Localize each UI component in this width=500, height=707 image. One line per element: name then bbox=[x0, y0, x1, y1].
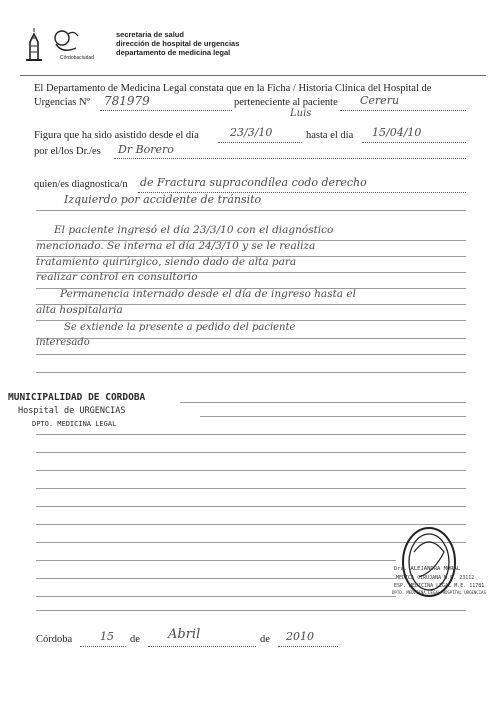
date-to: 15/04/10 bbox=[372, 126, 422, 139]
doctor-label: por el/los Dr./es bbox=[34, 146, 101, 157]
patient-surname: Cereru bbox=[360, 94, 400, 107]
hasta-label: hasta el día bbox=[306, 130, 354, 141]
date-year: 2010 bbox=[286, 630, 314, 643]
date-month: Abril bbox=[168, 627, 201, 642]
ruled-line bbox=[36, 210, 466, 211]
date-year-line bbox=[278, 646, 338, 647]
doctor-line bbox=[114, 158, 466, 159]
ruled-line bbox=[36, 488, 466, 489]
ruled-line bbox=[36, 452, 466, 453]
municipal-stamp-line-3: DPTO. MEDICINA LEGAL bbox=[32, 420, 117, 428]
header-line-departamento: departamento de medicina legal bbox=[116, 48, 231, 57]
ruled-line bbox=[36, 354, 466, 355]
date-day: 15 bbox=[100, 630, 114, 643]
date-to-line bbox=[362, 142, 466, 143]
patient-name-line bbox=[340, 110, 466, 111]
ruled-line bbox=[180, 402, 466, 403]
ruled-line bbox=[36, 596, 396, 597]
ficha-number: 781979 bbox=[104, 94, 150, 108]
header-line-direccion: dirección de hospital de urgencias bbox=[116, 39, 240, 48]
intro-line: El Departamento de Medicina Legal constata que en la Ficha / Historia Clínica del Hospital de bbox=[34, 83, 432, 94]
signature-specialty: ESP. MEDICINA LEGAL M.E. 11781 bbox=[394, 583, 485, 589]
letterhead bbox=[116, 30, 239, 57]
header-line-secretaria: secretaria de salud bbox=[116, 30, 184, 39]
figura-label: Figura que ha sido asistido desde el día bbox=[34, 130, 199, 141]
note-line-6: alta hospitalaria bbox=[36, 304, 123, 316]
ficha-number-line bbox=[100, 110, 232, 111]
header-divider bbox=[20, 75, 486, 76]
date-from-line bbox=[218, 142, 302, 143]
ruled-line bbox=[36, 506, 466, 507]
note-line-8: interesado bbox=[36, 337, 90, 348]
date-from: 23/3/10 bbox=[230, 126, 273, 139]
ruled-line bbox=[36, 470, 466, 471]
note-line-2: mencionado. Se interna el día 24/3/10 y se le realiza bbox=[36, 240, 316, 252]
ruled-line bbox=[200, 416, 466, 417]
ruled-line bbox=[36, 578, 396, 579]
date-city-label: Córdoba bbox=[36, 634, 73, 645]
date-de-label-2: de bbox=[260, 634, 270, 645]
signature-title: MEDICA CIRUJANA M.P. 23112 bbox=[396, 575, 475, 581]
signature-department: DPTO. MEDICINA LEGAL HOSPITAL URGENCIAS bbox=[392, 590, 486, 595]
ruled-line bbox=[36, 610, 466, 611]
diagnostica-label: quien/es diagnostica/n bbox=[34, 179, 128, 190]
diagnosis-line-1: de Fractura supracondílea codo derecho bbox=[140, 176, 367, 189]
diagnosis-line-2: Izquierdo por accidente de tránsito bbox=[64, 193, 262, 206]
ruled-line bbox=[36, 560, 396, 561]
patient-first-name: Luis bbox=[290, 108, 312, 119]
ruled-line bbox=[36, 320, 466, 321]
note-line-1: El paciente ingresó el día 23/3/10 con el diagnóstico bbox=[54, 224, 334, 236]
municipal-stamp-line-1: MUNICIPALIDAD DE CORDOBA bbox=[8, 392, 146, 403]
date-month-line bbox=[148, 646, 256, 647]
date-day-line bbox=[80, 646, 126, 647]
cordoba-city-logo-icon bbox=[22, 24, 84, 70]
note-line-5: Permanencia internado desde el día de ingreso hasta el bbox=[60, 288, 356, 300]
signature-name: Dra. ALEJANDRA MORAL bbox=[394, 566, 461, 572]
ruled-line bbox=[36, 338, 466, 339]
urgencias-label: Urgencias Nº bbox=[34, 97, 90, 108]
municipal-stamp-line-2: Hospital de URGENCIAS bbox=[18, 406, 126, 416]
perteneciente-label: perteneciente al paciente bbox=[234, 97, 338, 108]
note-line-4: realizar control en consultorio bbox=[36, 271, 198, 283]
note-line-3: tratamiento quirúrgico, siendo dado de alta para bbox=[36, 256, 297, 268]
logo-caption: Córdobaciudad bbox=[60, 55, 94, 61]
note-line-7: Se extiende la presente a pedido del paciente bbox=[64, 322, 296, 333]
date-de-label-1: de bbox=[130, 634, 140, 645]
ruled-line bbox=[36, 372, 466, 373]
doctor-name: Dr Borero bbox=[118, 143, 174, 156]
ruled-line bbox=[36, 434, 466, 435]
